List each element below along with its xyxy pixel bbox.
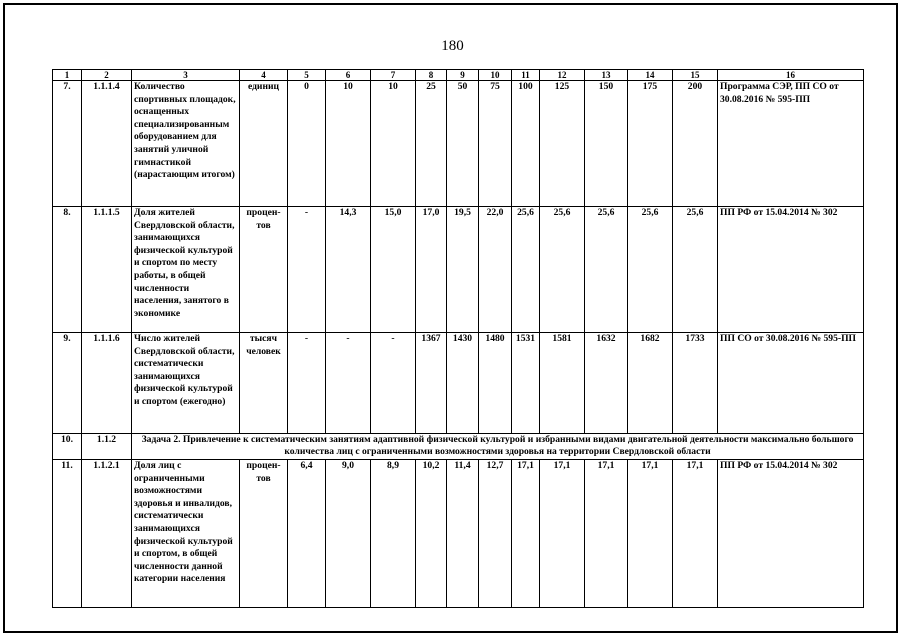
row-code: 1.1.1.5: [82, 207, 132, 333]
indicators-table: [52, 69, 864, 608]
value-cell: 1581: [540, 333, 585, 434]
source-document: ПП РФ от 15.04.2014 № 302: [718, 207, 864, 333]
value-cell: 10: [326, 81, 371, 207]
header-cell: 9: [447, 70, 479, 81]
value-cell: 75: [479, 81, 512, 207]
header-cell: 4: [240, 70, 288, 81]
value-cell: 150: [585, 81, 628, 207]
source-document: Программа СЭР, ПП СО от 30.08.2016 № 595-ПП: [718, 81, 864, 207]
column-number-row: [53, 70, 864, 81]
value-cell: 1480: [479, 333, 512, 434]
value-cell: 25,6: [628, 207, 673, 333]
value-cell: 25,6: [673, 207, 718, 333]
value-cell: 15,0: [371, 207, 416, 333]
value-cell: 125: [540, 81, 585, 207]
header-cell: 3: [132, 70, 240, 81]
value-cell: 17,1: [585, 460, 628, 608]
value-cell: 25,6: [585, 207, 628, 333]
header-cell: 8: [416, 70, 447, 81]
header-cell: 11: [512, 70, 540, 81]
indicator-name: Доля жителей Свердловской области, занимающихся физической культурой и спортом по месту работы, в общей численности населения, занятого в экономике: [132, 207, 240, 333]
table-row: [53, 333, 864, 434]
header-cell: 16: [718, 70, 864, 81]
value-cell: -: [326, 333, 371, 434]
value-cell: -: [288, 207, 326, 333]
value-cell: 17,1: [512, 460, 540, 608]
value-cell: 0: [288, 81, 326, 207]
indicator-name: Количество спортивных площадок, оснащенных специализированным оборудованием для занятий уличной гимнастикой (нарастающим итогом): [132, 81, 240, 207]
table-row: [53, 460, 864, 608]
value-cell: 10: [371, 81, 416, 207]
value-cell: 25: [416, 81, 447, 207]
header-cell: 14: [628, 70, 673, 81]
value-cell: -: [288, 333, 326, 434]
unit: процен-тов: [240, 207, 288, 333]
page-number: 180: [441, 38, 464, 54]
row-number: 10.: [53, 434, 82, 460]
value-cell: 12,7: [479, 460, 512, 608]
value-cell: 1531: [512, 333, 540, 434]
row-code: 1.1.2: [82, 434, 132, 460]
value-cell: 17,1: [628, 460, 673, 608]
value-cell: 8,9: [371, 460, 416, 608]
table-row: [53, 81, 864, 207]
header-cell: 13: [585, 70, 628, 81]
header-cell: 2: [82, 70, 132, 81]
row-number: 8.: [53, 207, 82, 333]
value-cell: 25,6: [540, 207, 585, 333]
row-code: 1.1.1.4: [82, 81, 132, 207]
task-row: [53, 434, 864, 460]
table-row: [53, 207, 864, 333]
value-cell: 9,0: [326, 460, 371, 608]
source-document: ПП СО от 30.08.2016 № 595-ПП: [718, 333, 864, 434]
value-cell: 1733: [673, 333, 718, 434]
indicator-name: Число жителей Свердловской области, систематически занимающихся физической культурой и спортом (ежегодно): [132, 333, 240, 434]
unit: тысяч человек: [240, 333, 288, 434]
task-description: Задача 2. Привлечение к систематическим занятиям адаптивной физической культурой и избранными видами двигательной деятельности максимально большого количества лиц с ограниченными возможностями здоровья на территории Свердловской области: [132, 434, 864, 460]
value-cell: 50: [447, 81, 479, 207]
header-cell: 6: [326, 70, 371, 81]
value-cell: 10,2: [416, 460, 447, 608]
value-cell: 1682: [628, 333, 673, 434]
indicator-name: Доля лиц с ограниченными возможностями здоровья и инвалидов, систематически занимающихся физической культурой и спортом, в общей численности данной категории населения: [132, 460, 240, 608]
header-cell: 5: [288, 70, 326, 81]
value-cell: 100: [512, 81, 540, 207]
value-cell: 17,1: [540, 460, 585, 608]
header-cell: 1: [53, 70, 82, 81]
row-number: 11.: [53, 460, 82, 608]
value-cell: 6,4: [288, 460, 326, 608]
value-cell: 1367: [416, 333, 447, 434]
row-number: 9.: [53, 333, 82, 434]
value-cell: 175: [628, 81, 673, 207]
value-cell: 1430: [447, 333, 479, 434]
value-cell: 25,6: [512, 207, 540, 333]
unit: единиц: [240, 81, 288, 207]
unit: процен-тов: [240, 460, 288, 608]
value-cell: 17,0: [416, 207, 447, 333]
source-document: ПП РФ от 15.04.2014 № 302: [718, 460, 864, 608]
row-number: 7.: [53, 81, 82, 207]
value-cell: 200: [673, 81, 718, 207]
header-cell: 10: [479, 70, 512, 81]
value-cell: 14,3: [326, 207, 371, 333]
header-cell: 7: [371, 70, 416, 81]
value-cell: 17,1: [673, 460, 718, 608]
header-cell: 15: [673, 70, 718, 81]
value-cell: 1632: [585, 333, 628, 434]
value-cell: 22,0: [479, 207, 512, 333]
value-cell: 11,4: [447, 460, 479, 608]
row-code: 1.1.2.1: [82, 460, 132, 608]
row-code: 1.1.1.6: [82, 333, 132, 434]
value-cell: 19,5: [447, 207, 479, 333]
value-cell: -: [371, 333, 416, 434]
header-cell: 12: [540, 70, 585, 81]
